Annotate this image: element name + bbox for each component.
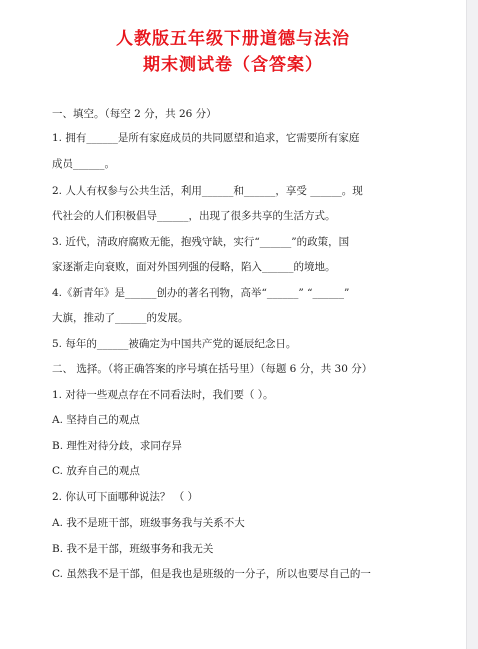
- question-text: 4.《新青年》是______创办的著名刊物，高举“______” “______”: [52, 287, 350, 299]
- question-text: 家逐渐走向衰败，面对外国列强的侵略，陷入______的境地。: [52, 261, 336, 273]
- page-edge: [466, 0, 478, 649]
- question-text: 2. 人人有权参与公共生活，利用______和______，享受 ______。现: [52, 185, 363, 197]
- section-heading-fill-blank: 一、填空。（每空 2 分，共 26 分）: [52, 108, 217, 120]
- page-subtitle: 期末测试卷（含答案）: [143, 55, 323, 75]
- option-text: C. 虽然我不是干部，但是我也是班级的一分子，所以也要尽自己的一: [52, 568, 371, 580]
- question-text: 大旗，推动了______的发展。: [52, 312, 189, 324]
- question-text: 3. 近代，清政府腐败无能，抱残守缺，实行“______”的政策，国: [52, 236, 350, 248]
- question-text: 成员______。: [52, 158, 115, 170]
- option-text: A. 坚持自己的观点: [52, 414, 140, 426]
- question-text: 5. 每年的______被确定为中国共产党的诞辰纪念日。: [52, 338, 297, 350]
- question-text: 代社会的人们积极倡导______，出现了很多共享的生活方式。: [52, 210, 336, 222]
- section-heading-choice: 二、 选择。（将正确答案的序号填在括号里）（每题 6 分，共 30 分）: [52, 363, 373, 375]
- option-text: B. 我不是干部，班级事务和我无关: [52, 543, 214, 555]
- question-text: 2. 你认可下面哪种说法？ （ ）: [52, 491, 199, 503]
- question-text: 1. 对待一些观点存在不同看法时，我们要（ ）。: [52, 389, 274, 401]
- question-text: 1. 拥有______是所有家庭成员的共同愿望和追求，它需要所有家庭: [52, 132, 360, 144]
- option-text: B. 理性对待分歧，求同存异: [52, 440, 182, 452]
- option-text: A. 我不是班干部，班级事务我与关系不大: [52, 517, 245, 529]
- option-text: C. 放弃自己的观点: [52, 465, 140, 477]
- page-title: 人教版五年级下册道德与法治: [116, 29, 350, 49]
